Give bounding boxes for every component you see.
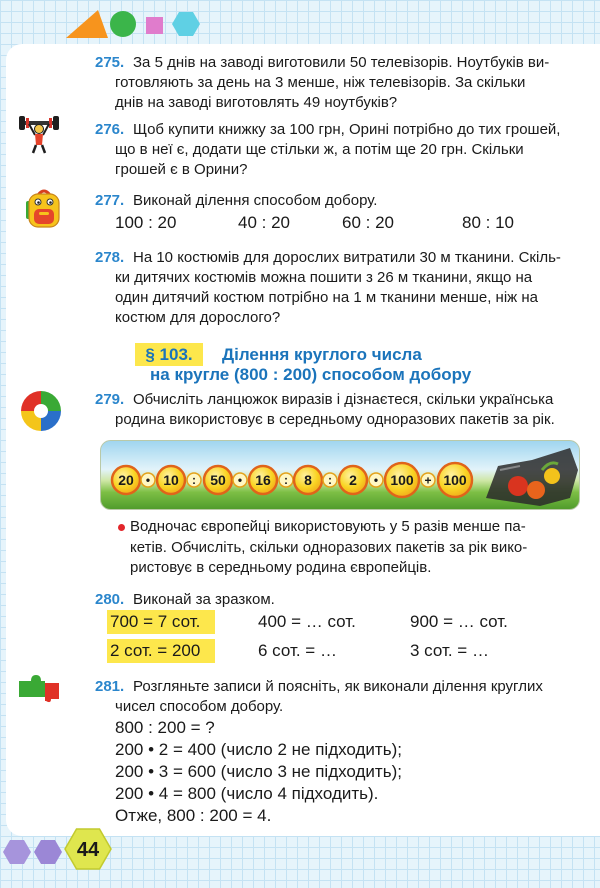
bullet-paragraph xyxy=(118,517,588,579)
problem-number: 276. xyxy=(95,121,125,138)
backpack-icon xyxy=(24,187,64,229)
example-cell: 3 сот. = … xyxy=(410,641,489,660)
page-number-badge xyxy=(0,826,120,876)
problem-text: костюм для дорослого? xyxy=(115,309,281,326)
chain-operator: : xyxy=(328,473,332,487)
chain-operator: : xyxy=(192,473,196,487)
problem-text: ки дитячих костюмів можна пошити з 26 м тканини, якщо на xyxy=(115,269,533,286)
example-line: 200 • 4 = 800 (число 4 підходить). xyxy=(115,784,379,803)
chain-number: 100 xyxy=(390,472,414,488)
section-number: § 103. xyxy=(135,343,203,366)
example-line: Отже, 800 : 200 = 4. xyxy=(115,806,272,825)
problem-number: 279. xyxy=(95,391,125,408)
dumbbell-icon xyxy=(16,112,62,154)
chain-number: 2 xyxy=(349,472,357,488)
expression: 40 : 20 xyxy=(238,213,290,232)
problem-text: Виконай за зразком. xyxy=(133,591,275,608)
triangle-icon xyxy=(66,10,108,38)
example-line: 200 • 3 = 600 (число 3 не підходить); xyxy=(115,762,402,781)
example-cell: 6 сот. = … xyxy=(258,641,337,660)
problem-text: готовляють за день на 3 менше, ніж телевізорів. За скільки xyxy=(115,74,526,91)
expression: 100 : 20 xyxy=(115,213,177,232)
problem-text: Обчисліть ланцюжок виразів і дізнаєтеся, скільки українська xyxy=(133,391,554,408)
chain-operator: • xyxy=(145,473,151,487)
hexagon-icon xyxy=(34,840,62,864)
problem-text: На 10 костюмів для дорослих витратили 30 м тканини. Скіль- xyxy=(133,249,561,266)
problem-text: За 5 днів на заводі виготовили 50 телевізорів. Ноутбуків ви- xyxy=(133,54,550,71)
problem-text: днів на заводі виготовлять 49 ноутбуків? xyxy=(115,94,398,111)
chain-operator: • xyxy=(237,473,243,487)
problem-281 xyxy=(95,677,595,827)
problem-number: 280. xyxy=(95,591,125,608)
puzzle-ring-icon xyxy=(14,389,68,433)
chain-number: 50 xyxy=(210,472,226,488)
problem-276 xyxy=(95,120,595,180)
chain-operator: : xyxy=(284,473,288,487)
chain-number: 8 xyxy=(304,472,312,488)
expression: 80 : 10 xyxy=(462,213,514,232)
example-row xyxy=(95,610,595,639)
problem-279 xyxy=(95,390,595,430)
problem-number: 277. xyxy=(95,192,125,209)
expression-chain-banner xyxy=(100,440,580,510)
problem-text: чисел способом добору. xyxy=(115,698,284,715)
example-cell: 900 = … сот. xyxy=(410,612,508,631)
bullet-text: Водночас європейці використовують у 5 разів менше па- xyxy=(130,518,526,535)
problem-280 xyxy=(95,590,595,668)
problem-text: родина використовує в середньому одноразових пакетів за рік. xyxy=(115,411,555,428)
example-line: 800 : 200 = ? xyxy=(115,718,215,737)
problem-278 xyxy=(95,248,595,328)
problem-text: Розгляньте записи й поясніть, як виконали ділення круглих xyxy=(133,678,543,695)
example-row xyxy=(95,639,595,668)
problem-text: Виконай ділення способом добору. xyxy=(133,192,378,209)
chain-number: 16 xyxy=(255,472,271,488)
example-line: 200 • 2 = 400 (число 2 не підходить); xyxy=(115,740,402,759)
hexagon-icon xyxy=(3,840,31,864)
bullet-dot xyxy=(118,524,125,531)
chain-operator: • xyxy=(373,473,379,487)
example-cell: 400 = … сот. xyxy=(258,612,356,631)
problem-number: 278. xyxy=(95,249,125,266)
chain-number: 20 xyxy=(118,472,134,488)
bullet-text: кетів. Обчисліть, скільки одноразових пакетів за рік вико- xyxy=(130,538,528,556)
problem-text: один дитячий костюм потрібно на 1 м тканини менше, ніж на xyxy=(115,289,539,306)
problem-text: грошей є в Орини? xyxy=(115,161,248,178)
example-cell-highlighted: 2 сот. = 200 xyxy=(107,639,215,663)
problem-text: що в неї є, додати ще стільки ж, а потім ще 20 грн. Скільки xyxy=(115,141,524,158)
problem-number: 275. xyxy=(95,54,125,71)
chain-operator: + xyxy=(424,473,432,488)
puzzle-pieces-icon xyxy=(15,671,63,703)
hexagon-icon xyxy=(172,12,200,36)
section-title: Ділення круглого числа xyxy=(222,345,422,364)
page-number: 44 xyxy=(76,839,100,861)
problem-275 xyxy=(95,53,595,113)
square-icon xyxy=(146,17,163,34)
expression: 60 : 20 xyxy=(342,213,394,232)
circle-icon xyxy=(110,11,136,37)
decorative-shapes xyxy=(60,6,210,42)
section-title: на кругле (800 : 200) способом добору xyxy=(150,365,472,384)
worked-example xyxy=(95,717,595,827)
example-cell-highlighted: 700 = 7 сот. xyxy=(107,610,215,634)
chain-number: 100 xyxy=(443,472,467,488)
problem-text: Щоб купити книжку за 100 грн, Орині потрібно до тих грошей, xyxy=(133,121,561,138)
chain-number: 10 xyxy=(163,472,179,488)
problem-277 xyxy=(95,191,595,235)
problem-number: 281. xyxy=(95,678,125,695)
expression-row xyxy=(95,211,595,235)
bullet-text: ристовує в середньому родина європейців. xyxy=(130,559,432,576)
